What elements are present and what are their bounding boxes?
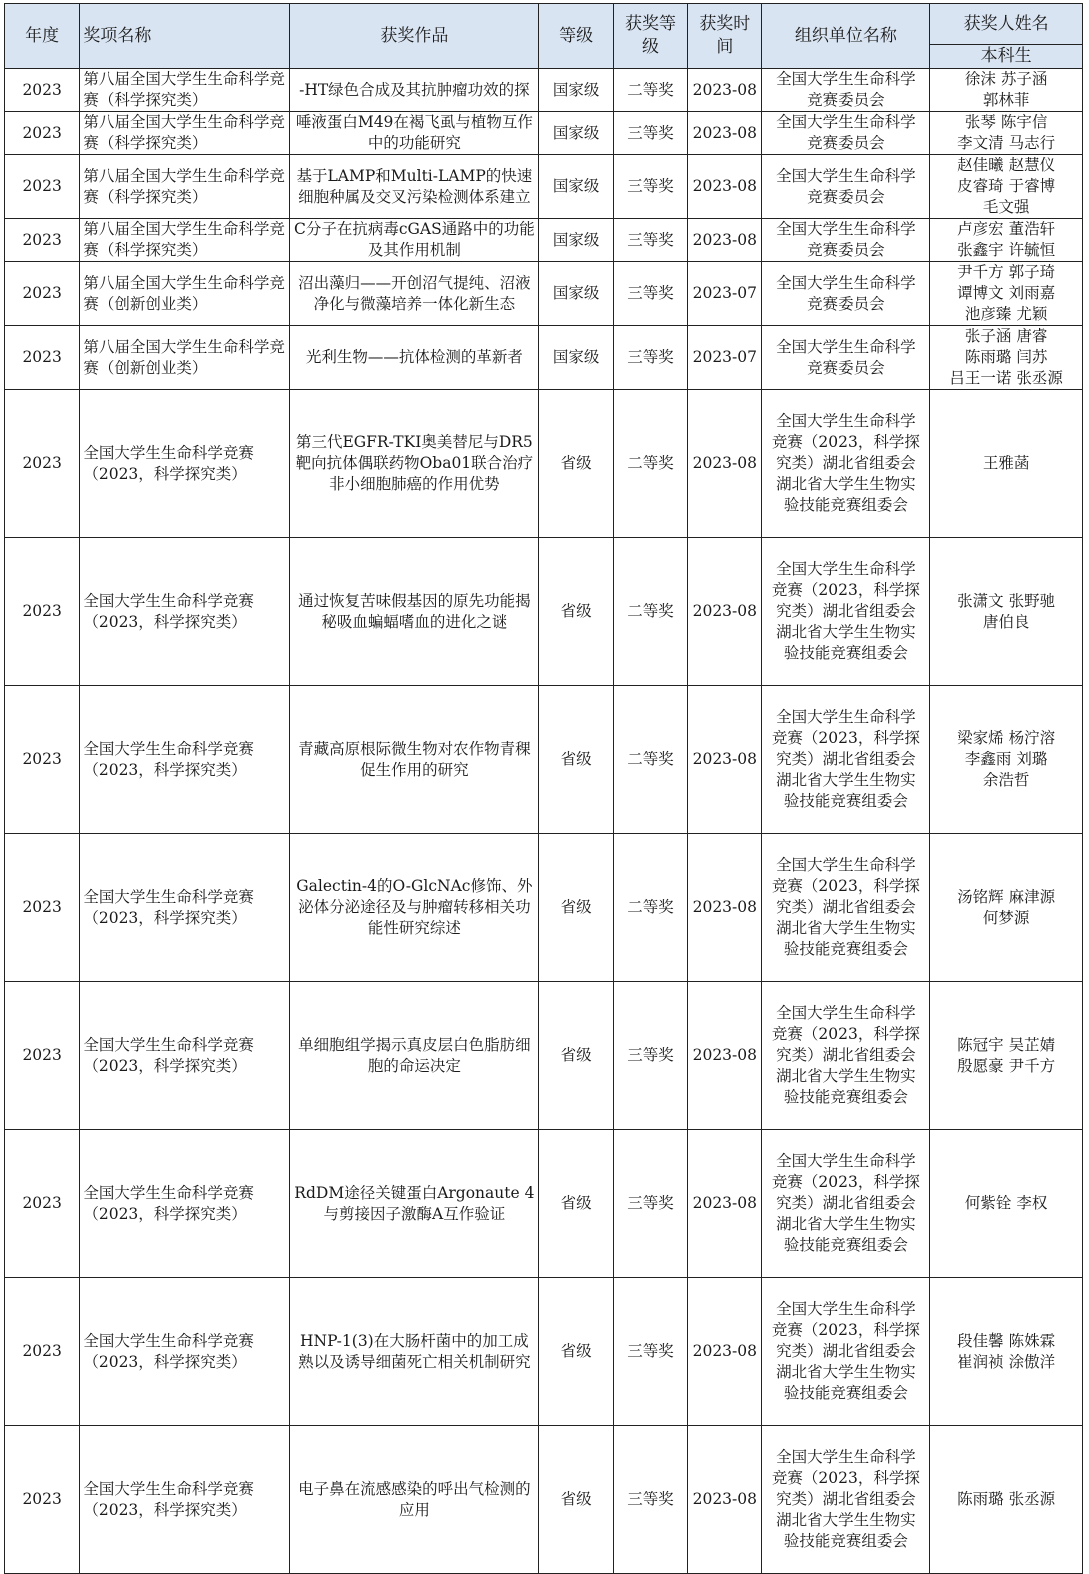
cell-level: 省级: [539, 834, 613, 982]
cell-award-name: 第八届全国大学生生命科学竞赛（创新创业类）: [80, 262, 290, 326]
cell-date: 2023-08: [688, 1426, 762, 1574]
cell-winners: [930, 326, 1083, 390]
cell-year: 2023: [5, 834, 80, 982]
organizer-line: 全国大学生生命科学: [776, 70, 916, 88]
winner-names-line: 谭博文 刘雨嘉: [957, 284, 1056, 302]
cell-winners: [930, 155, 1083, 219]
cell-level: 省级: [539, 1278, 613, 1426]
cell-date: 2023-07: [688, 326, 762, 390]
organizer-line: 验技能竞赛组委会: [783, 1088, 908, 1106]
cell-level: 国家级: [539, 112, 613, 155]
organizer-line: 究类）湖北省组委会: [776, 1490, 916, 1508]
table-row: [5, 982, 1083, 1130]
cell-winners: [930, 69, 1083, 112]
organizer-line: 全国大学生生命科学: [776, 220, 916, 238]
cell-award-name: 全国大学生生命科学竞赛（2023，科学探究类）: [80, 686, 290, 834]
organizer-line: 全国大学生生命科学: [776, 1152, 916, 1170]
organizer-line: 验技能竞赛组委会: [783, 496, 908, 514]
table-row: [5, 155, 1083, 219]
cell-grade: 三等奖: [613, 326, 687, 390]
winner-names-line: 张潇文 张野驰: [957, 591, 1056, 610]
cell-year: 2023: [5, 686, 80, 834]
organizer-line: 全国大学生生命科学: [776, 856, 916, 874]
organizer-line: 究类）湖北省组委会: [776, 1342, 916, 1360]
cell-level: 国家级: [539, 155, 613, 219]
winner-names-line: 王雅菡: [982, 454, 1030, 472]
cell-award-name: 第八届全国大学生生命科学竞赛（科学探究类）: [80, 112, 290, 155]
winner-names-line: 毛文强: [982, 198, 1030, 216]
organizer-line: 究类）湖北省组委会: [776, 1194, 916, 1212]
cell-date: 2023-08: [688, 982, 762, 1130]
cell-organizer: [762, 69, 930, 112]
table-row: [5, 262, 1083, 326]
cell-work: 青藏高原根际微生物对农作物青稞促生作用的研究: [290, 686, 539, 834]
cell-organizer: [762, 1278, 930, 1426]
organizer-line: 全国大学生生命科学: [776, 1300, 916, 1318]
cell-work: 电子鼻在流感感染的呼出气检测的应用: [290, 1426, 539, 1574]
organizer-line: 竞赛委员会: [807, 294, 885, 313]
winner-names-line: 李文清 马志行: [957, 134, 1056, 152]
cell-level: 省级: [539, 390, 613, 538]
organizer-line: 竞赛（2023，科学探: [771, 1469, 920, 1487]
cell-work: Galectin-4的O-GlcNAc修饰、外泌体分泌途径及与肿瘤转移相关功能性研究综述: [290, 834, 539, 982]
winner-names-line: 殷愿豪 尹千方: [957, 1056, 1056, 1075]
table-row: [5, 1130, 1083, 1278]
cell-date: 2023-08: [688, 219, 762, 262]
cell-year: 2023: [5, 219, 80, 262]
organizer-line: 验技能竞赛组委会: [783, 1236, 908, 1254]
winner-names-line: 何紫铨 李权: [964, 1194, 1048, 1212]
winner-names-line: 池彦臻 尤颖: [964, 305, 1048, 323]
cell-year: 2023: [5, 1130, 80, 1278]
cell-year: 2023: [5, 390, 80, 538]
organizer-line: 验技能竞赛组委会: [783, 940, 908, 958]
cell-work: -HT绿色合成及其抗肿瘤功效的探: [290, 69, 539, 112]
organizer-line: 竞赛（2023，科学探: [771, 581, 920, 599]
header-winners-undergrad: 本科生: [930, 45, 1083, 69]
winner-names-line: 唐伯良: [982, 612, 1030, 631]
winner-names-line: 郭林菲: [982, 91, 1030, 109]
cell-award-name: 全国大学生生命科学竞赛（2023，科学探究类）: [80, 834, 290, 982]
cell-award-name: 全国大学生生命科学竞赛（2023，科学探究类）: [80, 1130, 290, 1278]
organizer-line: 全国大学生生命科学: [776, 166, 916, 185]
table-row: [5, 112, 1083, 155]
winner-names-line: 梁家烯 杨泞溶: [957, 729, 1056, 747]
table-row: [5, 326, 1083, 390]
cell-grade: 三等奖: [613, 155, 687, 219]
cell-organizer: [762, 326, 930, 390]
cell-date: 2023-07: [688, 262, 762, 326]
cell-award-name: 全国大学生生命科学竞赛（2023，科学探究类）: [80, 538, 290, 686]
cell-winners: [930, 112, 1083, 155]
cell-level: 省级: [539, 1426, 613, 1574]
cell-work: 光利生物——抗体检测的革新者: [290, 326, 539, 390]
cell-date: 2023-08: [688, 834, 762, 982]
cell-work: 沼出藻归——开创沼气提纯、沼液净化与微藻培养一体化新生态: [290, 262, 539, 326]
table-row: [5, 686, 1083, 834]
cell-year: 2023: [5, 538, 80, 686]
cell-winners: [930, 1130, 1083, 1278]
table-row: [5, 834, 1083, 982]
header-year: 年度: [5, 4, 80, 69]
organizer-line: 全国大学生生命科学: [776, 273, 916, 292]
organizer-line: 湖北省大学生生物实: [776, 475, 916, 493]
cell-organizer: [762, 390, 930, 538]
organizer-line: 验技能竞赛组委会: [783, 644, 908, 662]
cell-grade: 三等奖: [613, 219, 687, 262]
cell-year: 2023: [5, 262, 80, 326]
cell-winners: [930, 219, 1083, 262]
header-organizer: 组织单位名称: [762, 4, 930, 69]
winner-names-line: 张鑫宇 许毓恒: [957, 241, 1056, 259]
cell-work: RdDM途径关键蛋白Argonaute 4与剪接因子激酶A互作验证: [290, 1130, 539, 1278]
header-work: 获奖作品: [290, 4, 539, 69]
winner-names-line: 何梦源: [982, 908, 1030, 927]
organizer-line: 全国大学生生命科学: [776, 708, 916, 726]
winner-names-line: 汤铭辉 麻津源: [957, 887, 1056, 906]
organizer-line: 全国大学生生命科学: [776, 560, 916, 578]
organizer-line: 全国大学生生命科学: [776, 1448, 916, 1466]
winner-names-line: 尹千方 郭子琦: [957, 263, 1056, 281]
cell-award-name: 全国大学生生命科学竞赛（2023，科学探究类）: [80, 1426, 290, 1574]
organizer-line: 湖北省大学生生物实: [776, 771, 916, 789]
cell-organizer: [762, 1130, 930, 1278]
winner-names-line: 卢彦宏 董浩轩: [957, 220, 1056, 238]
table-row: [5, 1426, 1083, 1574]
cell-level: 省级: [539, 982, 613, 1130]
cell-date: 2023-08: [688, 155, 762, 219]
cell-date: 2023-08: [688, 69, 762, 112]
cell-organizer: [762, 219, 930, 262]
cell-award-name: 第八届全国大学生生命科学竞赛（科学探究类）: [80, 219, 290, 262]
cell-organizer: [762, 686, 930, 834]
cell-year: 2023: [5, 112, 80, 155]
cell-level: 省级: [539, 686, 613, 834]
organizer-line: 全国大学生生命科学: [776, 412, 916, 430]
winner-names-line: 陈冠宇 吴芷婧: [957, 1035, 1056, 1054]
organizer-line: 竞赛（2023，科学探: [771, 433, 920, 451]
organizer-line: 验技能竞赛组委会: [783, 1532, 908, 1550]
cell-organizer: [762, 1426, 930, 1574]
winner-names-line: 张琴 陈宇信: [964, 113, 1048, 131]
cell-work: 第三代EGFR-TKI奥美替尼与DR5靶向抗体偶联药物Oba01联合治疗非小细胞肺癌的作用优势: [290, 390, 539, 538]
organizer-line: 湖北省大学生生物实: [776, 1363, 916, 1381]
organizer-line: 竞赛委员会: [807, 187, 885, 206]
awards-table: [4, 3, 1083, 1574]
header-grade: 获奖等级: [613, 4, 687, 69]
cell-organizer: [762, 834, 930, 982]
winner-names-line: 陈雨璐 闫苏: [964, 348, 1048, 366]
organizer-line: 湖北省大学生生物实: [776, 623, 916, 641]
organizer-line: 竞赛委员会: [807, 358, 885, 377]
cell-grade: 二等奖: [613, 538, 687, 686]
table-row: [5, 390, 1083, 538]
organizer-line: 竞赛（2023，科学探: [771, 877, 920, 895]
header-winners: 获奖人姓名: [930, 4, 1083, 45]
organizer-line: 全国大学生生命科学: [776, 337, 916, 356]
cell-organizer: [762, 538, 930, 686]
winner-names-line: 余浩哲: [982, 771, 1030, 789]
winner-names-line: 陈雨璐 张丞源: [957, 1490, 1056, 1508]
cell-organizer: [762, 982, 930, 1130]
organizer-line: 竞赛委员会: [807, 241, 885, 259]
header-level: 等级: [539, 4, 613, 69]
cell-year: 2023: [5, 155, 80, 219]
header-date: 获奖时间: [688, 4, 762, 69]
cell-year: 2023: [5, 1278, 80, 1426]
cell-winners: [930, 686, 1083, 834]
organizer-line: 湖北省大学生生物实: [776, 1511, 916, 1529]
cell-winners: [930, 390, 1083, 538]
organizer-line: 竞赛（2023，科学探: [771, 1025, 920, 1043]
winner-names-line: 张子涵 唐睿: [964, 327, 1048, 345]
cell-award-name: 第八届全国大学生生命科学竞赛（科学探究类）: [80, 155, 290, 219]
cell-work: C分子在抗病毒cGAS通路中的功能及其作用机制: [290, 219, 539, 262]
winner-names-line: 崔润祯 涂傲洋: [957, 1352, 1056, 1371]
table-row: [5, 219, 1083, 262]
cell-grade: 三等奖: [613, 112, 687, 155]
table-row: [5, 69, 1083, 112]
cell-grade: 三等奖: [613, 262, 687, 326]
cell-date: 2023-08: [688, 1278, 762, 1426]
cell-year: 2023: [5, 1426, 80, 1574]
cell-date: 2023-08: [688, 390, 762, 538]
cell-award-name: 全国大学生生命科学竞赛（2023，科学探究类）: [80, 1278, 290, 1426]
cell-grade: 二等奖: [613, 69, 687, 112]
cell-date: 2023-08: [688, 1130, 762, 1278]
organizer-line: 全国大学生生命科学: [776, 113, 916, 131]
cell-level: 国家级: [539, 262, 613, 326]
cell-work: 唾液蛋白M49在褐飞虱与植物互作中的功能研究: [290, 112, 539, 155]
cell-winners: [930, 834, 1083, 982]
organizer-line: 究类）湖北省组委会: [776, 750, 916, 768]
cell-grade: 二等奖: [613, 686, 687, 834]
cell-level: 国家级: [539, 219, 613, 262]
organizer-line: 究类）湖北省组委会: [776, 1046, 916, 1064]
cell-grade: 三等奖: [613, 982, 687, 1130]
organizer-line: 究类）湖北省组委会: [776, 898, 916, 916]
cell-date: 2023-08: [688, 538, 762, 686]
cell-work: HNP-1(3)在大肠杆菌中的加工成熟以及诱导细菌死亡相关机制研究: [290, 1278, 539, 1426]
organizer-line: 湖北省大学生生物实: [776, 1215, 916, 1233]
winner-names-line: 吕王一诺 张丞源: [949, 369, 1063, 387]
cell-award-name: 全国大学生生命科学竞赛（2023，科学探究类）: [80, 982, 290, 1130]
cell-date: 2023-08: [688, 686, 762, 834]
cell-organizer: [762, 262, 930, 326]
cell-grade: 三等奖: [613, 1278, 687, 1426]
header-award-name: 奖项名称: [80, 4, 290, 69]
cell-winners: [930, 1426, 1083, 1574]
winner-names-line: 赵佳曦 赵慧仪: [957, 156, 1056, 174]
cell-winners: [930, 982, 1083, 1130]
winner-names-line: 皮睿琦 于睿博: [957, 177, 1056, 195]
winner-names-line: 段佳馨 陈姝霖: [957, 1331, 1056, 1350]
organizer-line: 湖北省大学生生物实: [776, 1067, 916, 1085]
organizer-line: 究类）湖北省组委会: [776, 454, 916, 472]
organizer-line: 竞赛（2023，科学探: [771, 1173, 920, 1191]
organizer-line: 究类）湖北省组委会: [776, 602, 916, 620]
winner-names-line: 徐沫 苏子涵: [964, 70, 1048, 88]
cell-grade: 三等奖: [613, 1426, 687, 1574]
organizer-line: 竞赛委员会: [807, 134, 885, 152]
organizer-line: 验技能竞赛组委会: [783, 792, 908, 810]
cell-date: 2023-08: [688, 112, 762, 155]
cell-grade: 二等奖: [613, 390, 687, 538]
cell-winners: [930, 262, 1083, 326]
cell-year: 2023: [5, 69, 80, 112]
table-row: [5, 1278, 1083, 1426]
cell-winners: [930, 1278, 1083, 1426]
cell-level: 省级: [539, 1130, 613, 1278]
table-row: [5, 538, 1083, 686]
cell-grade: 三等奖: [613, 1130, 687, 1278]
cell-year: 2023: [5, 326, 80, 390]
cell-year: 2023: [5, 982, 80, 1130]
cell-work: 通过恢复苦味假基因的原先功能揭秘吸血蝙蝠嗜血的进化之谜: [290, 538, 539, 686]
cell-award-name: 第八届全国大学生生命科学竞赛（创新创业类）: [80, 326, 290, 390]
cell-level: 国家级: [539, 326, 613, 390]
cell-organizer: [762, 112, 930, 155]
organizer-line: 湖北省大学生生物实: [776, 919, 916, 937]
organizer-line: 验技能竞赛组委会: [783, 1384, 908, 1402]
cell-organizer: [762, 155, 930, 219]
cell-level: 国家级: [539, 69, 613, 112]
organizer-line: 竞赛（2023，科学探: [771, 729, 920, 747]
organizer-line: 竞赛（2023，科学探: [771, 1321, 920, 1339]
cell-level: 省级: [539, 538, 613, 686]
cell-winners: [930, 538, 1083, 686]
cell-grade: 二等奖: [613, 834, 687, 982]
organizer-line: 竞赛委员会: [807, 91, 885, 109]
cell-award-name: 第八届全国大学生生命科学竞赛（科学探究类）: [80, 69, 290, 112]
cell-work: 单细胞组学揭示真皮层白色脂肪细胞的命运决定: [290, 982, 539, 1130]
cell-award-name: 全国大学生生命科学竞赛（2023，科学探究类）: [80, 390, 290, 538]
organizer-line: 全国大学生生命科学: [776, 1004, 916, 1022]
cell-work: 基于LAMP和Multi-LAMP的快速细胞种属及交叉污染检测体系建立: [290, 155, 539, 219]
winner-names-line: 李鑫雨 刘璐: [964, 750, 1048, 768]
